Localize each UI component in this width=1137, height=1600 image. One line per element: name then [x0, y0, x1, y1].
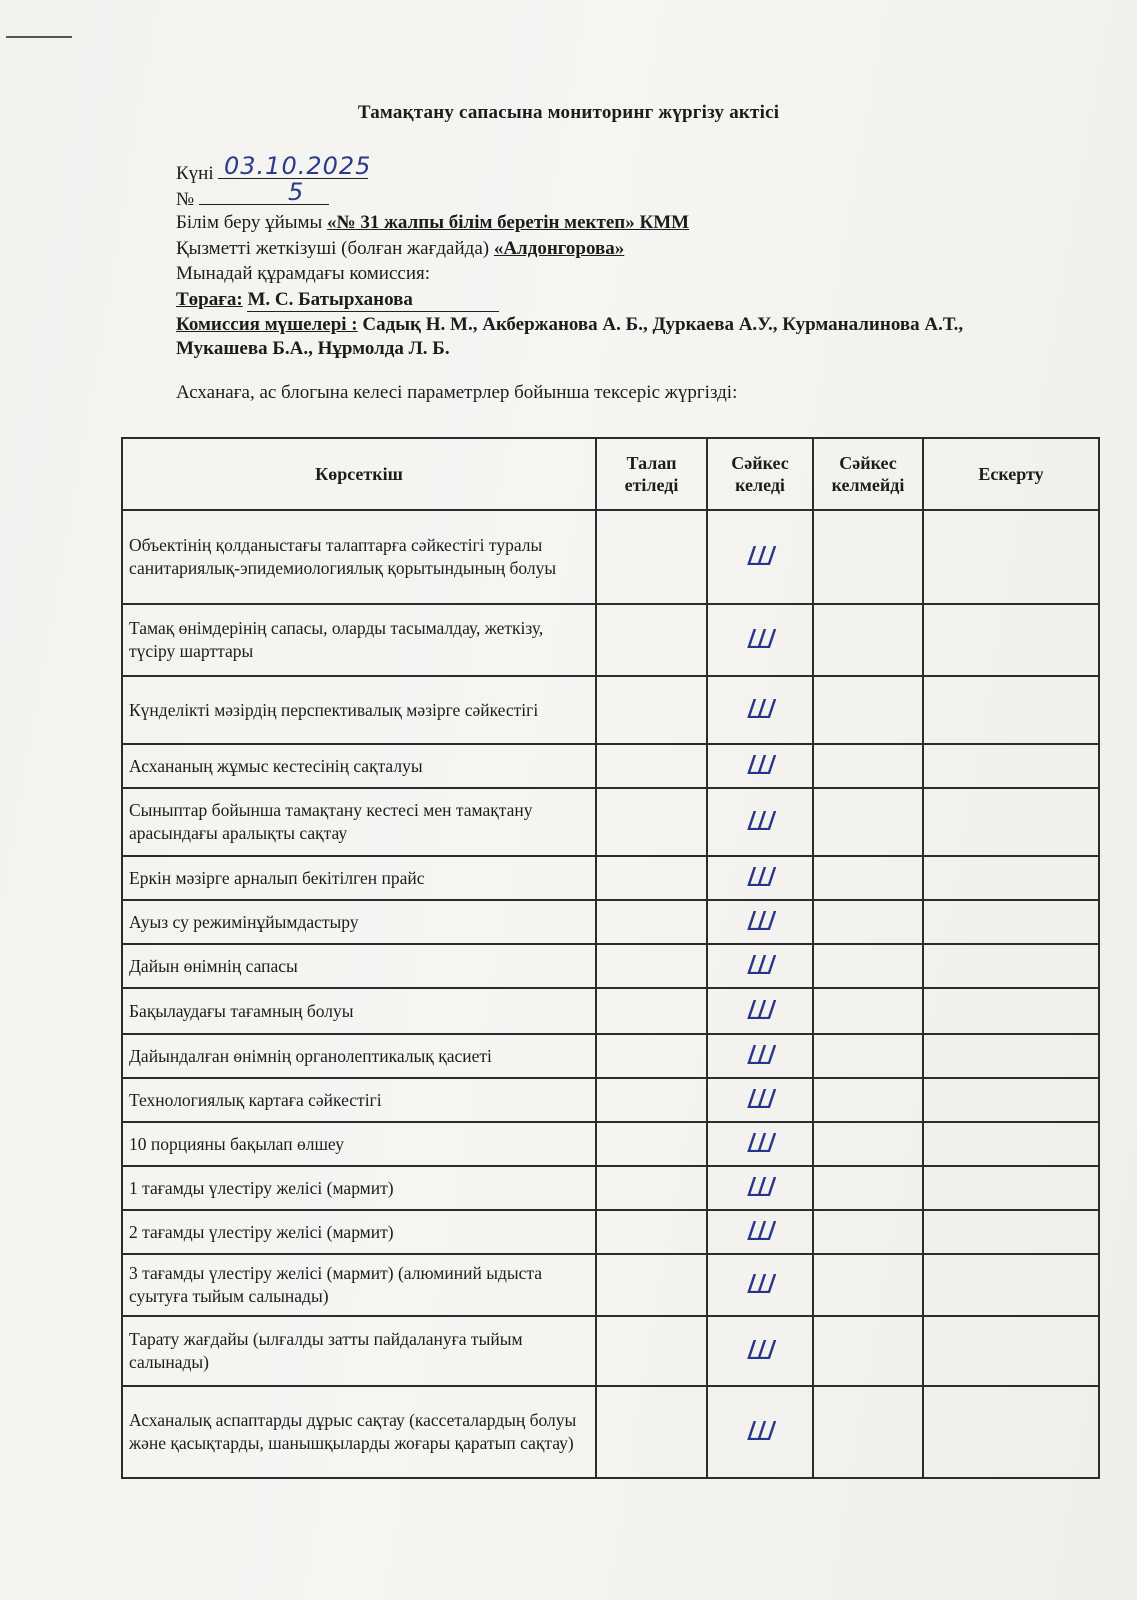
table-row: [122, 1316, 1099, 1386]
handwritten-check-mark: Ш: [745, 1336, 775, 1366]
provider-label: Қызметті жеткізуші (болған жағдайда): [176, 238, 490, 259]
noncompliant-cell: [813, 676, 923, 744]
indicator-cell: Объектінің қолданыстағы талаптарға сәйкестігі туралы санитариялық-эпидемиологиялық қорытындының болуы: [122, 510, 596, 604]
org-line: [176, 212, 689, 234]
compliant-check-cell: [704, 1210, 816, 1254]
table-header-row: [122, 438, 1099, 510]
required-cell: [596, 900, 707, 944]
indicator-cell: 3 тағамды үлестіру желісі (мармит) (алюминий ыдыста суытуға тыйым салынады): [122, 1254, 596, 1316]
table-row: [122, 856, 1099, 900]
compliant-check-cell: [702, 604, 818, 676]
indicator-cell: Күнделікті мәзірдің перспективалық мәзірге сәйкестігі: [122, 676, 596, 744]
handwritten-check-mark: Ш: [745, 1041, 775, 1071]
compliant-check-cell: [700, 510, 819, 604]
note-cell: [923, 988, 1099, 1034]
provider-line: [176, 238, 624, 260]
handwritten-check-mark: Ш: [745, 1129, 775, 1159]
note-cell: [923, 1078, 1099, 1122]
handwritten-check-mark: Ш: [745, 907, 775, 937]
org-value: «№ 31 жалпы білім беретін мектеп» КММ: [327, 212, 690, 233]
compliant-check-cell: [702, 1316, 818, 1386]
noncompliant-cell: [813, 944, 923, 988]
indicator-cell: 10 порцияны бақылап өлшеу: [122, 1122, 596, 1166]
noncompliant-cell: [813, 856, 923, 900]
required-cell: [596, 788, 707, 856]
note-cell: [923, 676, 1099, 744]
note-cell: [923, 900, 1099, 944]
compliant-check-cell: [704, 856, 816, 900]
document-title: Тамақтану сапасына мониторинг жүргізу актісі: [357, 102, 780, 123]
number-value: 5: [288, 178, 305, 206]
compliant-check-cell: [702, 676, 818, 744]
handwritten-check-mark: Ш: [745, 1173, 775, 1203]
indicator-cell: 2 тағамды үлестіру желісі (мармит): [122, 1210, 596, 1254]
header-noncompliant: Сәйкес келмейді: [813, 438, 923, 510]
header-note: Ескерту: [923, 438, 1099, 510]
compliant-check-cell: [704, 944, 816, 988]
header-compliant: Сәйкес келеді: [707, 438, 813, 510]
table-row: [122, 676, 1099, 744]
noncompliant-cell: [813, 1034, 923, 1078]
indicator-cell: Технологиялық картаға сәйкестігі: [122, 1078, 596, 1122]
indicator-cell: Сыныптар бойынша тамақтану кестесі мен тамақтану арасындағы аралықты сақтау: [122, 788, 596, 856]
chair-label: Төраға:: [176, 289, 243, 310]
table-row: [122, 1122, 1099, 1166]
indicator-cell: Дайын өнімнің сапасы: [122, 944, 596, 988]
required-cell: [596, 1210, 707, 1254]
commission-line: Мынадай құрамдағы комиссия:: [176, 263, 431, 284]
noncompliant-cell: [813, 1122, 923, 1166]
compliant-check-cell: [703, 1254, 818, 1316]
noncompliant-cell: [813, 900, 923, 944]
note-cell: [923, 510, 1099, 604]
required-cell: [596, 1078, 707, 1122]
header-indicator: Көрсеткіш: [122, 438, 596, 510]
members-label: Комиссия мүшелері :: [176, 314, 358, 335]
table-row: [122, 744, 1099, 788]
table-row: [122, 1034, 1099, 1078]
note-cell: [923, 1386, 1099, 1478]
compliant-check-cell: [701, 1386, 820, 1478]
table-row: [122, 988, 1099, 1034]
handwritten-check-mark: Ш: [745, 951, 775, 981]
note-cell: [923, 1034, 1099, 1078]
required-cell: [596, 676, 707, 744]
note-cell: [923, 1166, 1099, 1210]
required-cell: [596, 1254, 707, 1316]
compliant-check-cell: [704, 1034, 816, 1078]
table-row: [122, 1386, 1099, 1478]
noncompliant-cell: [813, 1386, 923, 1478]
corner-mark: [6, 36, 72, 38]
handwritten-check-mark: Ш: [745, 1217, 775, 1247]
header-required: Талап етіледі: [596, 438, 707, 510]
compliant-check-cell: [704, 1166, 816, 1210]
indicator-cell: Еркін мәзірге арналып бекітілген прайс: [122, 856, 596, 900]
required-cell: [596, 856, 707, 900]
required-cell: [596, 944, 707, 988]
table-row: [122, 944, 1099, 988]
table-row: [122, 1210, 1099, 1254]
table-row: [122, 900, 1099, 944]
note-cell: [923, 744, 1099, 788]
compliant-check-cell: [704, 1122, 816, 1166]
noncompliant-cell: [813, 1316, 923, 1386]
handwritten-check-mark: Ш: [745, 542, 775, 572]
note-cell: [923, 1254, 1099, 1316]
compliant-check-cell: [704, 900, 816, 944]
number-blank: [199, 186, 329, 205]
noncompliant-cell: [813, 788, 923, 856]
noncompliant-cell: [813, 1078, 923, 1122]
table-row: [122, 510, 1099, 604]
provider-value: «Алдонгорова»: [493, 238, 625, 259]
members-line: [176, 314, 963, 336]
required-cell: [596, 744, 707, 788]
handwritten-check-mark: Ш: [745, 751, 775, 781]
required-cell: [596, 988, 707, 1034]
noncompliant-cell: [813, 744, 923, 788]
handwritten-check-mark: Ш: [745, 863, 775, 893]
indicator-cell: 1 тағамды үлестіру желісі (мармит): [122, 1166, 596, 1210]
compliant-check-cell: [702, 788, 818, 856]
intro-text: Асханаға, ас блогына келесі параметрлер бойынша тексеріс жүргізді:: [176, 382, 738, 403]
handwritten-check-mark: Ш: [745, 625, 775, 655]
note-cell: [923, 944, 1099, 988]
indicator-cell: Ауыз су режимінұйымдастыру: [122, 900, 596, 944]
indicator-cell: Асханалық аспаптарды дұрыс сақтау (кассеталардың болуы және қасықтарды, шанышқыларды жоғары қаратып сақтау): [122, 1386, 596, 1478]
note-cell: [923, 788, 1099, 856]
note-cell: [923, 1316, 1099, 1386]
note-cell: [923, 604, 1099, 676]
noncompliant-cell: [813, 1254, 923, 1316]
indicator-cell: Тарату жағдайы (ылғалды затты пайдалануға тыйым салынады): [122, 1316, 596, 1386]
number-label: №: [176, 189, 195, 210]
noncompliant-cell: [813, 1210, 923, 1254]
compliant-check-cell: [704, 1078, 816, 1122]
table-row: [122, 1166, 1099, 1210]
date-value: 03.10.2025: [224, 152, 372, 180]
table-row: [122, 1078, 1099, 1122]
chair-line: [176, 289, 499, 312]
indicator-cell: Бақылаудағы тағамның болуы: [122, 988, 596, 1034]
org-label: Білім беру ұйымы: [176, 212, 323, 233]
table-row: [122, 1254, 1099, 1316]
table-row: [122, 604, 1099, 676]
handwritten-check-mark: Ш: [745, 1085, 775, 1115]
required-cell: [596, 510, 707, 604]
required-cell: [596, 1122, 707, 1166]
required-cell: [596, 1316, 707, 1386]
noncompliant-cell: [813, 988, 923, 1034]
required-cell: [596, 1166, 707, 1210]
members-value-1: Садық Н. М., Акбержанова А. Б., Дуркаева А.У., Курманалинова А.Т.,: [362, 314, 964, 335]
monitoring-table: [121, 437, 1100, 1479]
chair-value: М. С. Батырханова: [247, 289, 499, 312]
handwritten-check-mark: Ш: [745, 1417, 775, 1447]
note-cell: [923, 856, 1099, 900]
note-cell: [923, 1210, 1099, 1254]
noncompliant-cell: [813, 1166, 923, 1210]
compliant-check-cell: [704, 988, 816, 1034]
table-row: [122, 788, 1099, 856]
handwritten-check-mark: Ш: [745, 807, 775, 837]
noncompliant-cell: [813, 604, 923, 676]
note-cell: [923, 1122, 1099, 1166]
required-cell: [596, 1034, 707, 1078]
indicator-cell: Асхананың жұмыс кестесінің сақталуы: [122, 744, 596, 788]
handwritten-check-mark: Ш: [745, 996, 775, 1026]
handwritten-check-mark: Ш: [745, 1270, 775, 1300]
required-cell: [596, 604, 707, 676]
handwritten-check-mark: Ш: [745, 695, 775, 725]
date-label: Күні: [176, 163, 214, 184]
number-line: [176, 186, 329, 211]
indicator-cell: Тамақ өнімдерінің сапасы, оларды тасымалдау, жеткізу, түсіру шарттары: [122, 604, 596, 676]
noncompliant-cell: [813, 510, 923, 604]
compliant-check-cell: [704, 744, 816, 788]
required-cell: [596, 1386, 707, 1478]
indicator-cell: Дайындалған өнімнің органолептикалық қасиеті: [122, 1034, 596, 1078]
members-value-2: Мукашева Б.А., Нұрмолда Л. Б.: [176, 338, 450, 359]
